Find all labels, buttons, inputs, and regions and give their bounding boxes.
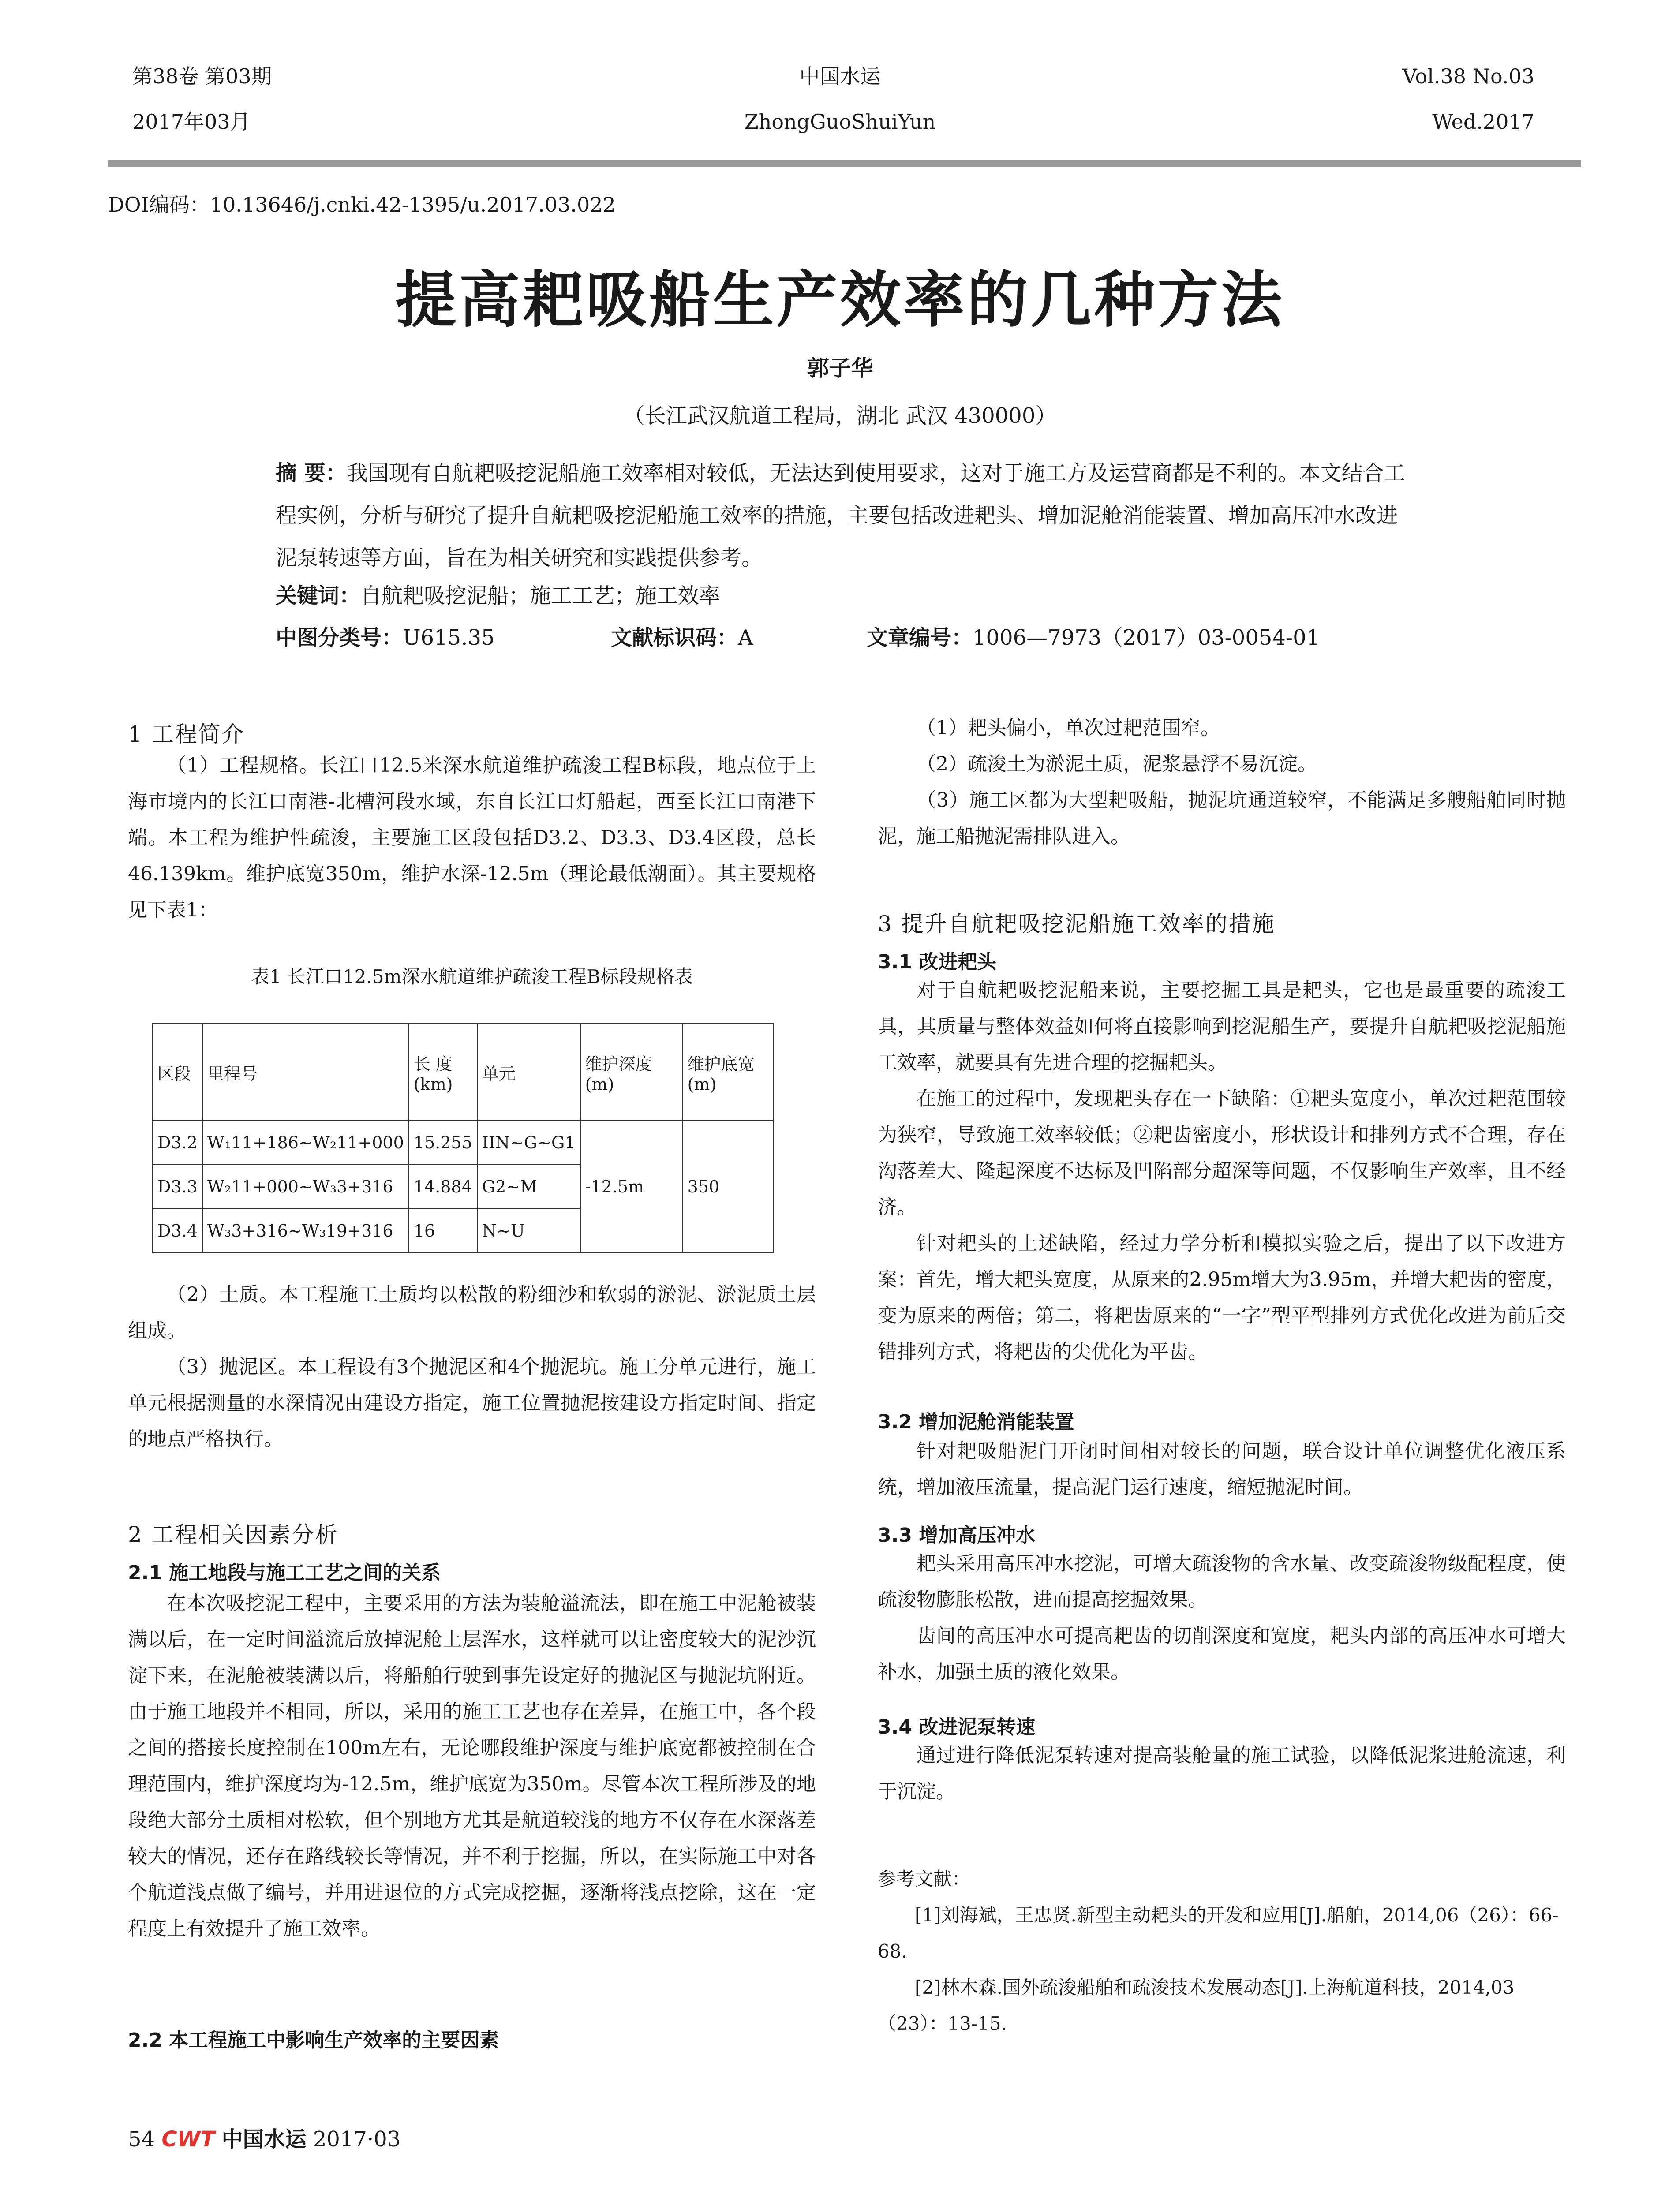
section-2-1-body — [128, 1585, 816, 1947]
section-2-1-title: 2.1 施工地段与施工工艺之间的关系 — [128, 1562, 441, 1584]
table-header-cell: 维护深度(m) — [580, 1024, 683, 1121]
table-cell: W₂11+000~W₃3+316 — [202, 1165, 409, 1209]
table-cell: D3.4 — [153, 1209, 202, 1253]
paragraph: 对于自航耙吸挖泥船来说，主要挖掘工具是耙头，它也是最重要的疏浚工具，其质量与整体效益如何将直接影响到挖泥船生产，要提升自航耙吸挖泥船施工效率，就要具有先进合理的挖掘耙头。 — [878, 979, 1566, 1074]
table-header-cell: 维护底宽(m) — [683, 1024, 774, 1121]
paragraph: 通过进行降低泥泵转速对提高装舱量的施工试验，以降低泥浆进舱流速，利于沉淀。 — [878, 1744, 1566, 1803]
journal-date-en: Wed.2017 — [1432, 110, 1534, 134]
keywords-text: 自航耙吸挖泥船；施工工艺；施工效率 — [360, 583, 721, 608]
paragraph: 针对耙头的上述缺陷，经过力学分析和模拟实验之后，提出了以下改进方案：首先，增大耙头宽度，从原来的2.95m增大为3.95m，并增大耙齿的密度，变为原来的两倍；第二，将耙齿原来的“一字”型平型排列方式优化改进为前后交错排列方式，将耙齿的尖优化为平齿。 — [878, 1232, 1566, 1363]
table-header-cell: 长 度(km) — [409, 1024, 477, 1121]
paper-title: 提高耙吸船生产效率的几种方法 — [395, 265, 1285, 336]
paragraph: 齿间的高压冲水可提高耙齿的切削深度和宽度，耙头内部的高压冲水可增大补水，加强土质的液化效果。 — [878, 1625, 1566, 1683]
table-header-cell: 里程号 — [202, 1024, 409, 1121]
section-3-2-body — [878, 1433, 1566, 1506]
section-3-3-body — [878, 1546, 1566, 1690]
paragraph: 针对耙吸船泥门开闭时间相对较长的问题，联合设计单位调整优化液压系统，增加液压流量，提高泥门运行速度，缩短抛泥时间。 — [878, 1440, 1566, 1499]
affiliation: （长江武汉航道工程局，湖北 武汉 430000） — [623, 404, 1057, 428]
reference-item: [2]林木森.国外疏浚船舶和疏浚技术发展动态[J].上海航道科技，2014,03（23）：13-15. — [878, 1977, 1515, 2034]
paragraph: （3）施工区都为大型耙吸船，抛泥坑通道较窄，不能满足多艘船舶同时抛泥，施工船抛泥需排队进入。 — [878, 789, 1566, 848]
paragraph: （3）抛泥区。本工程设有3个抛泥区和4个抛泥坑。施工分单元进行，施工单元根据测量的水深情况由建设方指定，施工位置抛泥按建设方指定时间、指定的地点严格执行。 — [128, 1356, 816, 1450]
section-2-2-title: 2.2 本工程施工中影响生产效率的主要因素 — [128, 2029, 499, 2052]
clc-value: U615.35 — [403, 625, 495, 650]
table-cell: W₁11+186~W₂11+000 — [202, 1121, 409, 1165]
section-1-para-2-3 — [128, 1277, 816, 1458]
author: 郭子华 — [807, 355, 873, 381]
section-3-2-title: 3.2 增加泥舱消能装置 — [878, 1411, 1074, 1433]
section-1-para-1 — [128, 747, 816, 928]
journal-name: 中国水运 — [799, 64, 881, 88]
doc-code-label: 文献标识码： — [611, 625, 738, 650]
table-cell-depth: -12.5m — [580, 1121, 683, 1253]
table-caption: 表1 长江口12.5m深水航道维护疏浚工程B标段规格表 — [251, 966, 693, 987]
abstract — [276, 452, 1414, 579]
section-3-4-body — [878, 1738, 1566, 1810]
journal-volume: 第38卷 第03期 — [132, 64, 272, 88]
table-cell: 16 — [409, 1209, 477, 1253]
table-header-cell: 区段 — [153, 1024, 202, 1121]
section-3-title: 3 提升自航耙吸挖泥船施工效率的措施 — [878, 911, 1276, 937]
article-number-label: 文章编号： — [867, 625, 973, 650]
footer-journal-name: 中国水运 — [221, 2127, 307, 2152]
spec-table — [152, 1023, 774, 1253]
section-2-title: 2 工程相关因素分析 — [128, 1522, 339, 1547]
keywords-label: 关键词： — [276, 583, 361, 608]
page-number: 54 — [128, 2127, 155, 2152]
journal-date: 2017年03月 — [132, 110, 251, 134]
table-row — [153, 1121, 774, 1165]
doi: DOI编码：10.13646/j.cnki.42-1395/u.2017.03.022 — [108, 193, 616, 217]
table-cell: D3.2 — [153, 1121, 202, 1165]
table-cell: 15.255 — [409, 1121, 477, 1165]
section-3-3-title: 3.3 增加高压冲水 — [878, 1524, 1036, 1547]
doc-code-value: A — [738, 625, 753, 650]
section-3-1-title: 3.1 改进耙头 — [878, 951, 997, 973]
paragraph: （1）耙头偏小，单次过耙范围窄。 — [917, 717, 1220, 739]
paragraph: 在施工的过程中，发现耙头存在一下缺陷：①耙头宽度小，单次过耙范围较为狭窄，导致施工效率较低；②耙齿密度小，形状设计和排列方式不合理，存在沟落差大、隆起深度不达标及凹陷部分超深等问题，不仅影响生产效率，且不经济。 — [878, 1088, 1566, 1218]
table-cell: G2~M — [477, 1165, 580, 1209]
table-cell-width: 350 — [683, 1121, 774, 1253]
header-divider — [108, 160, 1581, 167]
paragraph: 在本次吸挖泥工程中，主要采用的方法为装舱溢流法，即在施工中泥舱被装满以后，在一定时间溢流后放掉泥舱上层浑水，这样就可以让密度较大的泥沙沉淀下来，在泥舱被装满以后，将船舶行驶到事先设定好的抛泥区与抛泥坑附近。由于施工地段并不相同，所以，采用的施工工艺也存在差异，在施工中，各个段之间的搭接长度控制在100m左右，无论哪段维护深度与维护底宽都被控制在合理范围内，维护深度均为-12.5m，维护底宽为350m。尽管本次工程所涉及的地段绝大部分土质相对松软，但个别地方尤其是航道较浅的地方不仅存在水深落差较大的情况，还存在路线较长等情况，并不利于挖掘，所以，在实际施工中对各个航道浅点做了编号，并用进退位的方式完成挖掘，逐渐将浅点挖除，这在一定程度上有效提升了施工效率。 — [128, 1592, 816, 1940]
page-footer — [128, 2122, 400, 2153]
reference-item: [1]刘海斌，王忠贤.新型主动耙头的开发和应用[J].船舶，2014,06（26）：66-68. — [878, 1904, 1559, 1962]
journal-name-pinyin: ZhongGuoShuiYun — [744, 110, 936, 134]
abstract-text: 我国现有自航耙吸挖泥船施工效率相对较低，无法达到使用要求，这对于施工方及运营商都是不利的。本文结合工程实例，分析与研究了提升自航耙吸挖泥船施工效率的措施，主要包括改进耙头、增加泥舱消能装置、增加高压冲水改进泥泵转速等方面，旨在为相关研究和实践提供参考。 — [276, 461, 1405, 570]
table-cell: D3.3 — [153, 1165, 202, 1209]
section-1-title: 1 工程简介 — [128, 721, 245, 747]
footer-issue: 2017·03 — [313, 2127, 401, 2152]
paragraph: （2）土质。本工程施工土质均以松散的粉细沙和软弱的淤泥、淤泥质土层组成。 — [128, 1283, 816, 1342]
table-header-cell: 单元 — [477, 1024, 580, 1121]
paragraph: （1）工程规格。长江口12.5米深水航道维护疏浚工程B标段，地点位于上海市境内的长江口南港-北槽河段水域，东自长江口灯船起，西至长江口南港下端。本工程为维护性疏浚，主要施工区段包括D3.2、D3.3、D3.4区段，总长46.139km。维护底宽350m，维护水深-12.5m（理论最低潮面）。其主要规格见下表1： — [128, 754, 816, 921]
clc-label: 中图分类号： — [276, 625, 403, 650]
factors-list — [878, 710, 1566, 855]
references — [878, 1861, 1566, 2042]
table-cell: IIN~G~G1 — [477, 1121, 580, 1165]
table-cell: 14.884 — [409, 1165, 477, 1209]
table-cell: N~U — [477, 1209, 580, 1253]
paragraph: （2）疏浚土为淤泥土质，泥浆悬浮不易沉淀。 — [917, 753, 1317, 775]
table-cell: W₃3+316~W₃19+316 — [202, 1209, 409, 1253]
cwt-logo: CWT — [161, 2127, 215, 2152]
abstract-label: 摘 要： — [276, 461, 347, 486]
section-3-1-body — [878, 972, 1566, 1370]
section-3-4-title: 3.4 改进泥泵转速 — [878, 1716, 1036, 1738]
article-number-value: 1006—7973（2017）03-0054-01 — [973, 625, 1320, 650]
paragraph: 耙头采用高压冲水挖泥，可增大疏浚物的含水量、改变疏浚物级配程度，使疏浚物膨胀松散，进而提高挖掘效果。 — [878, 1552, 1566, 1611]
keywords — [276, 579, 720, 609]
references-title: 参考文献： — [878, 1868, 971, 1890]
journal-volume-en: Vol.38 No.03 — [1402, 64, 1534, 88]
classification-row — [276, 620, 1467, 650]
